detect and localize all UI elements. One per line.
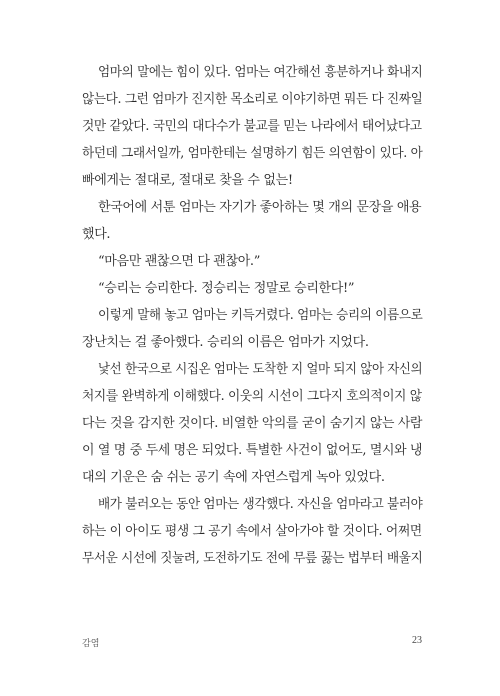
text-line: 엄마의 말에는 힘이 있다. 엄마는 여간해선 흥분하거나 화내지 bbox=[98, 65, 423, 80]
text-line: 장난치는 걸 좋아했다. 승리의 이름은 엄마가 지었다. bbox=[82, 335, 369, 350]
text-line: 않는다. 그런 엄마가 진지한 목소리로 이야기하면 뭐든 다 진짜일 bbox=[82, 92, 423, 107]
text-line: 한국어에 서툰 엄마는 자기가 좋아하는 몇 개의 문장을 애용 bbox=[98, 200, 422, 215]
text-line: 했다. bbox=[82, 227, 111, 242]
text-line: 이렇게 말해 놓고 엄마는 키득거렸다. 엄마는 승리의 이름으로 bbox=[98, 308, 423, 323]
text-line: 빠에게는 절대로, 절대로 찾을 수 없는! bbox=[82, 173, 293, 188]
running-footer-title: 감염 bbox=[82, 639, 100, 649]
text-line: 다는 것을 감지한 것이다. 비열한 악의를 굳이 숨기지 않는 사람 bbox=[82, 416, 423, 431]
text-line: 무서운 시선에 짓눌려, 도전하기도 전에 무릎 꿇는 법부터 배울지 bbox=[82, 551, 423, 566]
text-line: “마음만 괜찮으면 다 괜찮아.” bbox=[98, 254, 261, 269]
text-line: 대의 기운은 숨 쉬는 공기 속에 자연스럽게 녹아 있었다. bbox=[82, 470, 385, 485]
text-line: 배가 불러오는 동안 엄마는 생각했다. 자신을 엄마라고 불러야 bbox=[98, 497, 423, 512]
text-line: 하는 이 아이도 평생 그 공기 속에서 살아가야 할 것이다. 어쩌면 bbox=[82, 524, 422, 539]
text-line: 것만 같았다. 국민의 대다수가 불교를 믿는 나라에서 태어났다고 bbox=[82, 119, 422, 134]
text-line: 낯선 한국으로 시집온 엄마는 도착한 지 얼마 되지 않아 자신의 bbox=[98, 362, 423, 377]
page-number: 23 bbox=[412, 635, 422, 646]
text-line: “승리는 승리한다. 정승리는 정말로 승리한다!” bbox=[98, 281, 355, 296]
text-line: 처지를 완벽하게 이해했다. 이웃의 시선이 그다지 호의적이지 않 bbox=[82, 389, 422, 404]
text-line: 하던데 그래서일까, 엄마한테는 설명하기 힘든 의연함이 있다. 아 bbox=[82, 146, 423, 161]
text-line: 이 열 명 중 두세 명은 되었다. 특별한 사건이 없어도, 멸시와 냉 bbox=[82, 443, 423, 458]
